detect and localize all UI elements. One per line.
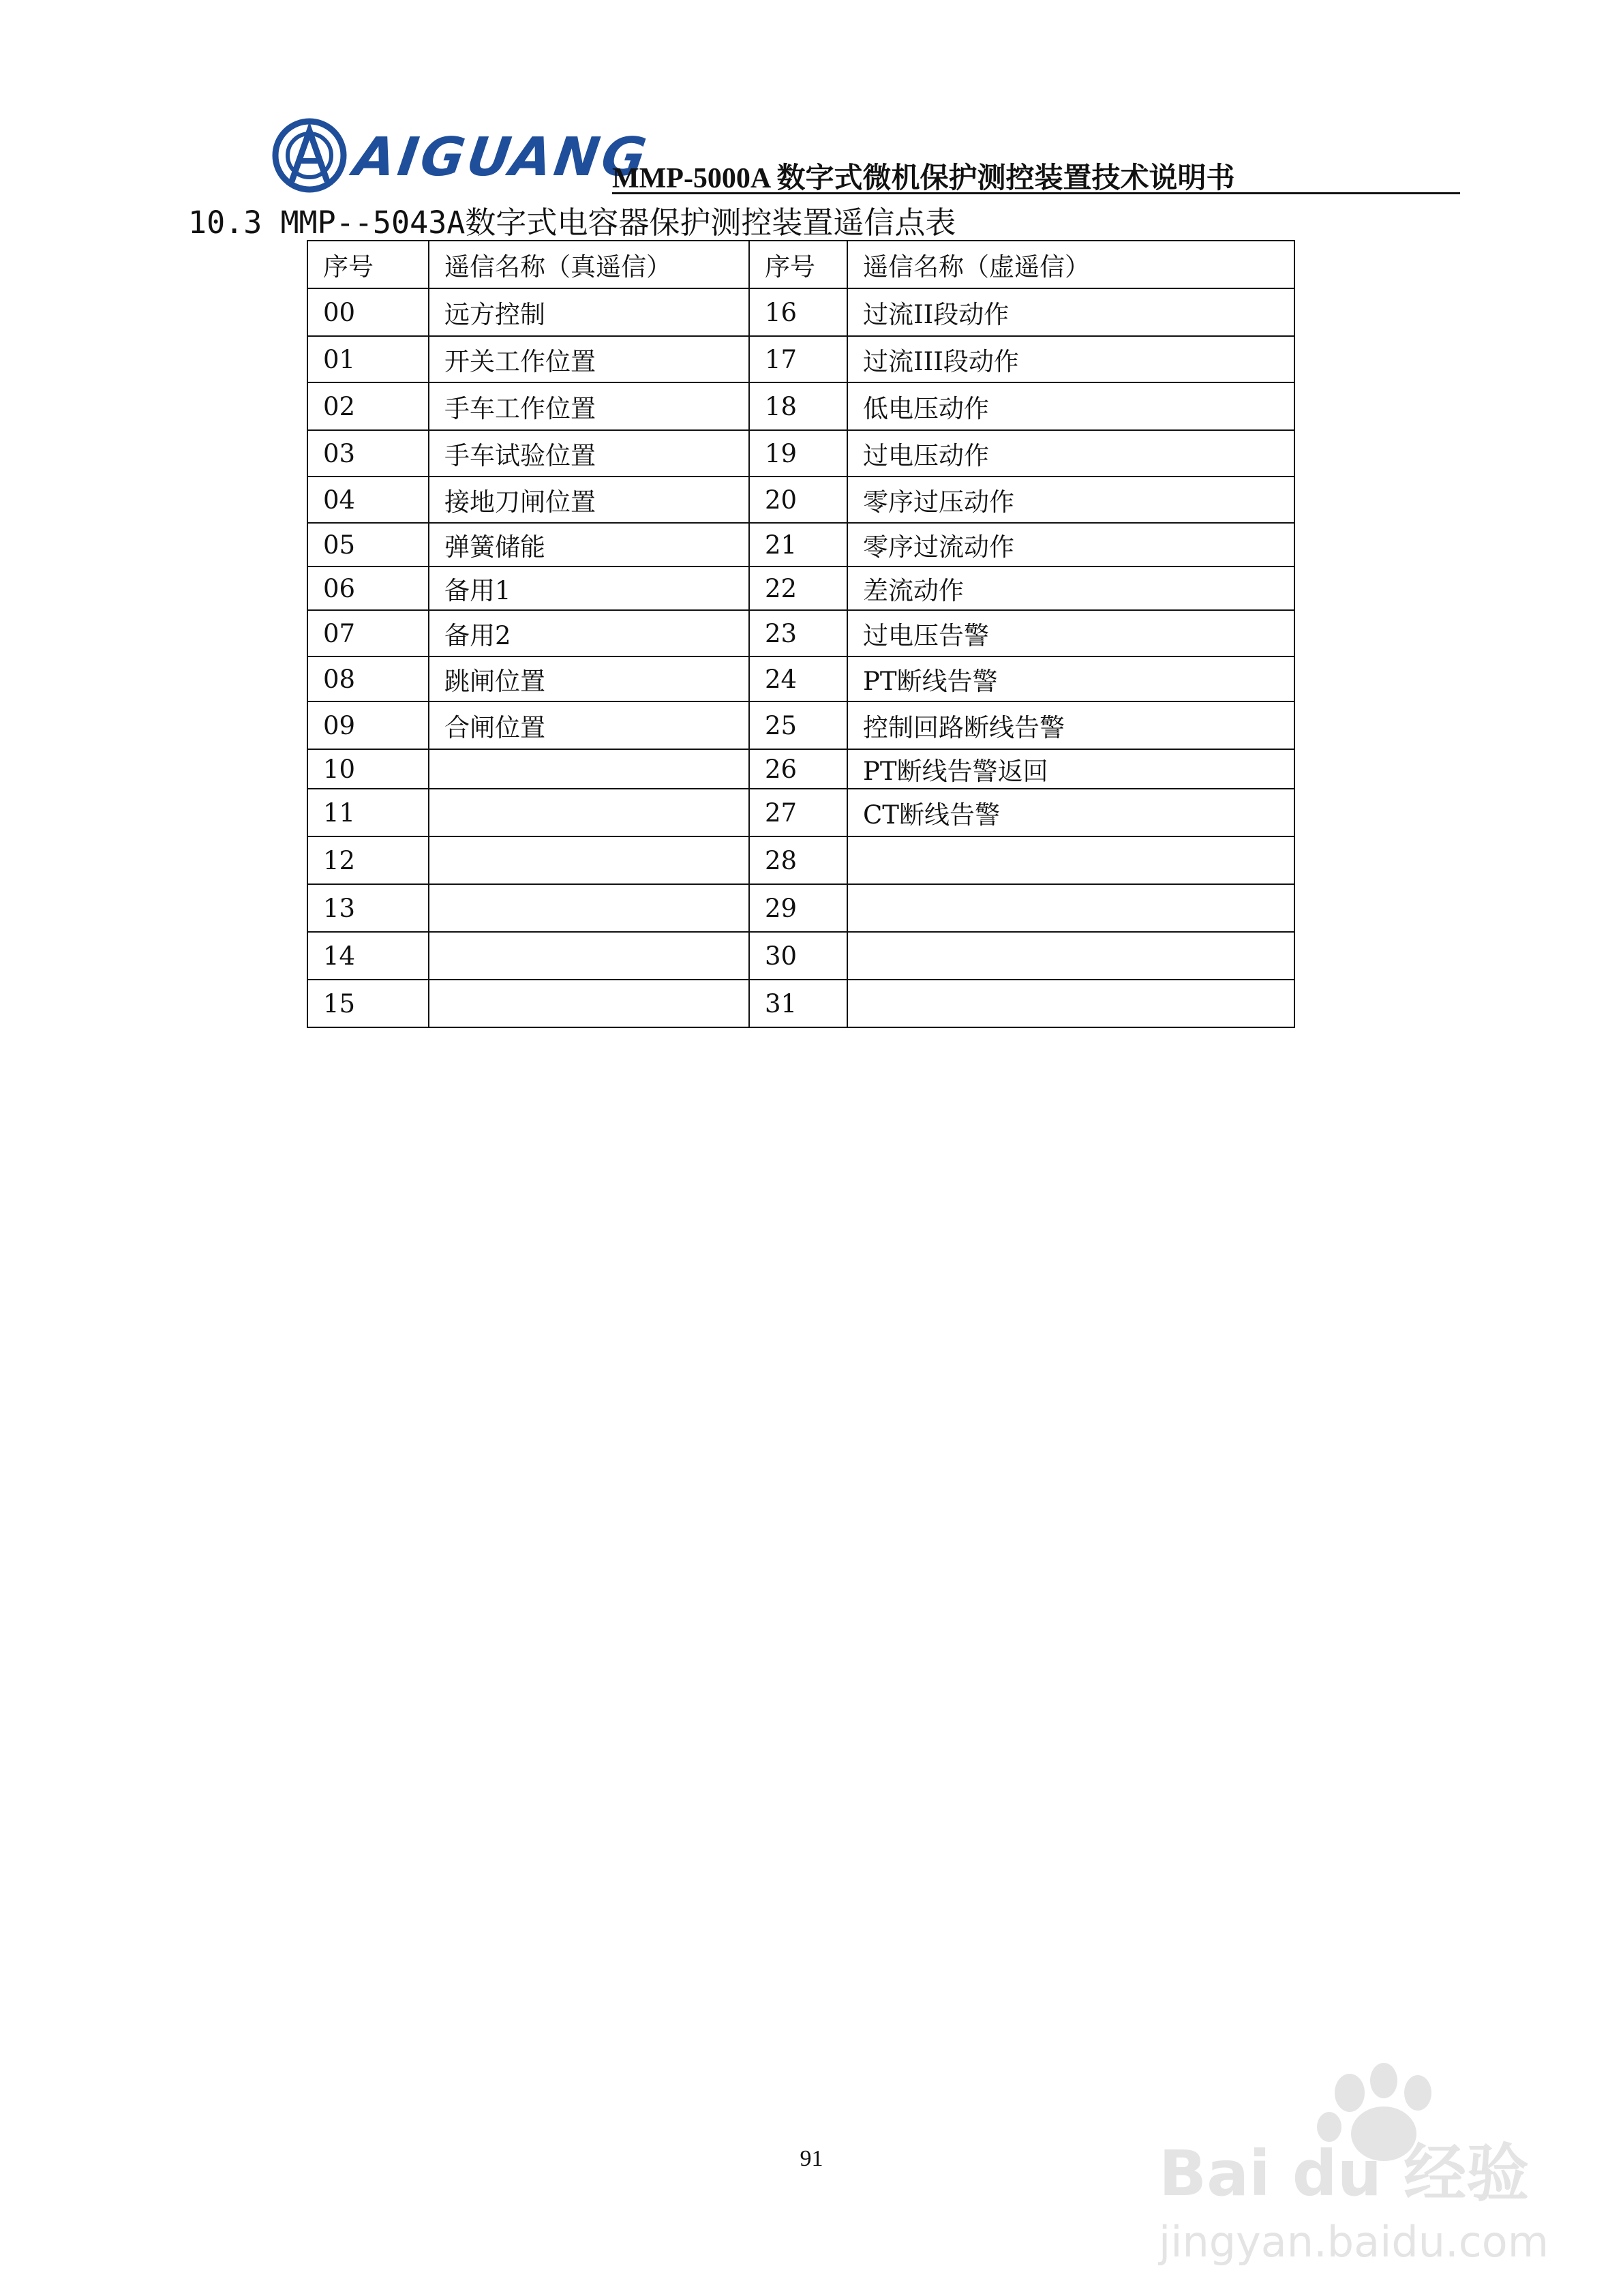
cell-index-virtual: 20 bbox=[749, 477, 847, 523]
cell-name-virtual bbox=[847, 884, 1294, 932]
table-row bbox=[307, 610, 1294, 656]
cell-name-virtual: 低电压动作 bbox=[847, 382, 1294, 430]
cell-name-virtual: 零序过压动作 bbox=[847, 477, 1294, 523]
cell-index-real: 05 bbox=[307, 523, 429, 567]
cell-name-virtual bbox=[847, 932, 1294, 980]
cell-index-real: 10 bbox=[307, 749, 429, 789]
cell-name-real: 远方控制 bbox=[429, 288, 749, 336]
cell-name-virtual bbox=[847, 836, 1294, 884]
header-cell-virtual-signal: 遥信名称（虚遥信） bbox=[847, 241, 1294, 288]
cell-index-virtual: 19 bbox=[749, 430, 847, 477]
header-rule bbox=[612, 192, 1460, 194]
cell-index-virtual: 21 bbox=[749, 523, 847, 567]
cell-name-real: 接地刀闸位置 bbox=[429, 477, 749, 523]
cell-name-real: 合闸位置 bbox=[429, 701, 749, 749]
cell-index-virtual: 30 bbox=[749, 932, 847, 980]
cell-index-real: 11 bbox=[307, 789, 429, 836]
cell-name-virtual: 控制回路断线告警 bbox=[847, 701, 1294, 749]
cell-index-virtual: 31 bbox=[749, 980, 847, 1027]
cell-name-real bbox=[429, 932, 749, 980]
cell-name-real: 备用2 bbox=[429, 610, 749, 656]
cell-index-virtual: 18 bbox=[749, 382, 847, 430]
header-cell-real-signal: 遥信名称（真遥信） bbox=[429, 241, 749, 288]
cell-index-real: 00 bbox=[307, 288, 429, 336]
cell-index-virtual: 26 bbox=[749, 749, 847, 789]
cell-name-real: 跳闸位置 bbox=[429, 656, 749, 701]
cell-index-virtual: 17 bbox=[749, 336, 847, 382]
cell-index-virtual: 29 bbox=[749, 884, 847, 932]
table-row bbox=[307, 789, 1294, 836]
table-row bbox=[307, 980, 1294, 1027]
cell-name-virtual: 过电压动作 bbox=[847, 430, 1294, 477]
cell-index-virtual: 24 bbox=[749, 656, 847, 701]
cell-index-real: 09 bbox=[307, 701, 429, 749]
cell-name-virtual: 零序过流动作 bbox=[847, 523, 1294, 567]
cell-index-real: 06 bbox=[307, 567, 429, 610]
header-cell-index: 序号 bbox=[307, 241, 429, 288]
table-header-row bbox=[307, 241, 1294, 288]
cell-name-real: 开关工作位置 bbox=[429, 336, 749, 382]
cell-name-virtual: 过电压告警 bbox=[847, 610, 1294, 656]
cell-name-real bbox=[429, 884, 749, 932]
watermark-brand: Bai du 经验 bbox=[1159, 2137, 1530, 2210]
table-row bbox=[307, 382, 1294, 430]
table-row bbox=[307, 701, 1294, 749]
cell-name-virtual: PT断线告警 bbox=[847, 656, 1294, 701]
cell-name-virtual bbox=[847, 980, 1294, 1027]
cell-index-virtual: 25 bbox=[749, 701, 847, 749]
table-row bbox=[307, 523, 1294, 567]
cell-name-virtual: 差流动作 bbox=[847, 567, 1294, 610]
cell-name-virtual: CT断线告警 bbox=[847, 789, 1294, 836]
cell-index-real: 14 bbox=[307, 932, 429, 980]
section-heading: 10.3 MMP--5043A数字式电容器保护测控装置遥信点表 bbox=[188, 205, 956, 241]
table-row bbox=[307, 288, 1294, 336]
table-row bbox=[307, 656, 1294, 701]
telesignal-point-table bbox=[307, 240, 1295, 1028]
cell-index-virtual: 16 bbox=[749, 288, 847, 336]
cell-index-real: 04 bbox=[307, 477, 429, 523]
table-row bbox=[307, 884, 1294, 932]
table-row bbox=[307, 932, 1294, 980]
cell-index-real: 08 bbox=[307, 656, 429, 701]
cell-name-virtual: PT断线告警返回 bbox=[847, 749, 1294, 789]
table-row bbox=[307, 749, 1294, 789]
cell-index-virtual: 28 bbox=[749, 836, 847, 884]
cell-name-real bbox=[429, 980, 749, 1027]
cell-name-virtual: 过流II段动作 bbox=[847, 288, 1294, 336]
cell-index-virtual: 22 bbox=[749, 567, 847, 610]
document-header-title: MMP-5000A 数字式微机保护测控装置技术说明书 bbox=[612, 163, 1235, 194]
cell-name-real: 手车试验位置 bbox=[429, 430, 749, 477]
cell-name-real bbox=[429, 749, 749, 789]
cell-index-virtual: 27 bbox=[749, 789, 847, 836]
logo-wordmark: AIGUANG bbox=[350, 127, 653, 188]
cell-name-virtual: 过流III段动作 bbox=[847, 336, 1294, 382]
cell-index-real: 01 bbox=[307, 336, 429, 382]
table-row bbox=[307, 430, 1294, 477]
cell-index-real: 15 bbox=[307, 980, 429, 1027]
cell-index-real: 02 bbox=[307, 382, 429, 430]
cell-index-real: 03 bbox=[307, 430, 429, 477]
watermark-url: jingyan.baidu.com bbox=[1159, 2217, 1549, 2267]
cell-index-virtual: 23 bbox=[749, 610, 847, 656]
baidu-jingyan-watermark bbox=[1145, 2052, 1568, 2270]
table-row bbox=[307, 336, 1294, 382]
cell-name-real: 备用1 bbox=[429, 567, 749, 610]
cell-index-real: 12 bbox=[307, 836, 429, 884]
cell-name-real: 弹簧储能 bbox=[429, 523, 749, 567]
table-row bbox=[307, 836, 1294, 884]
cell-name-real bbox=[429, 789, 749, 836]
cell-name-real: 手车工作位置 bbox=[429, 382, 749, 430]
header-cell-index: 序号 bbox=[749, 241, 847, 288]
cell-index-real: 07 bbox=[307, 610, 429, 656]
cell-name-real bbox=[429, 836, 749, 884]
table-row bbox=[307, 567, 1294, 610]
cell-index-real: 13 bbox=[307, 884, 429, 932]
table-row bbox=[307, 477, 1294, 523]
page-number: 91 bbox=[800, 2146, 823, 2171]
